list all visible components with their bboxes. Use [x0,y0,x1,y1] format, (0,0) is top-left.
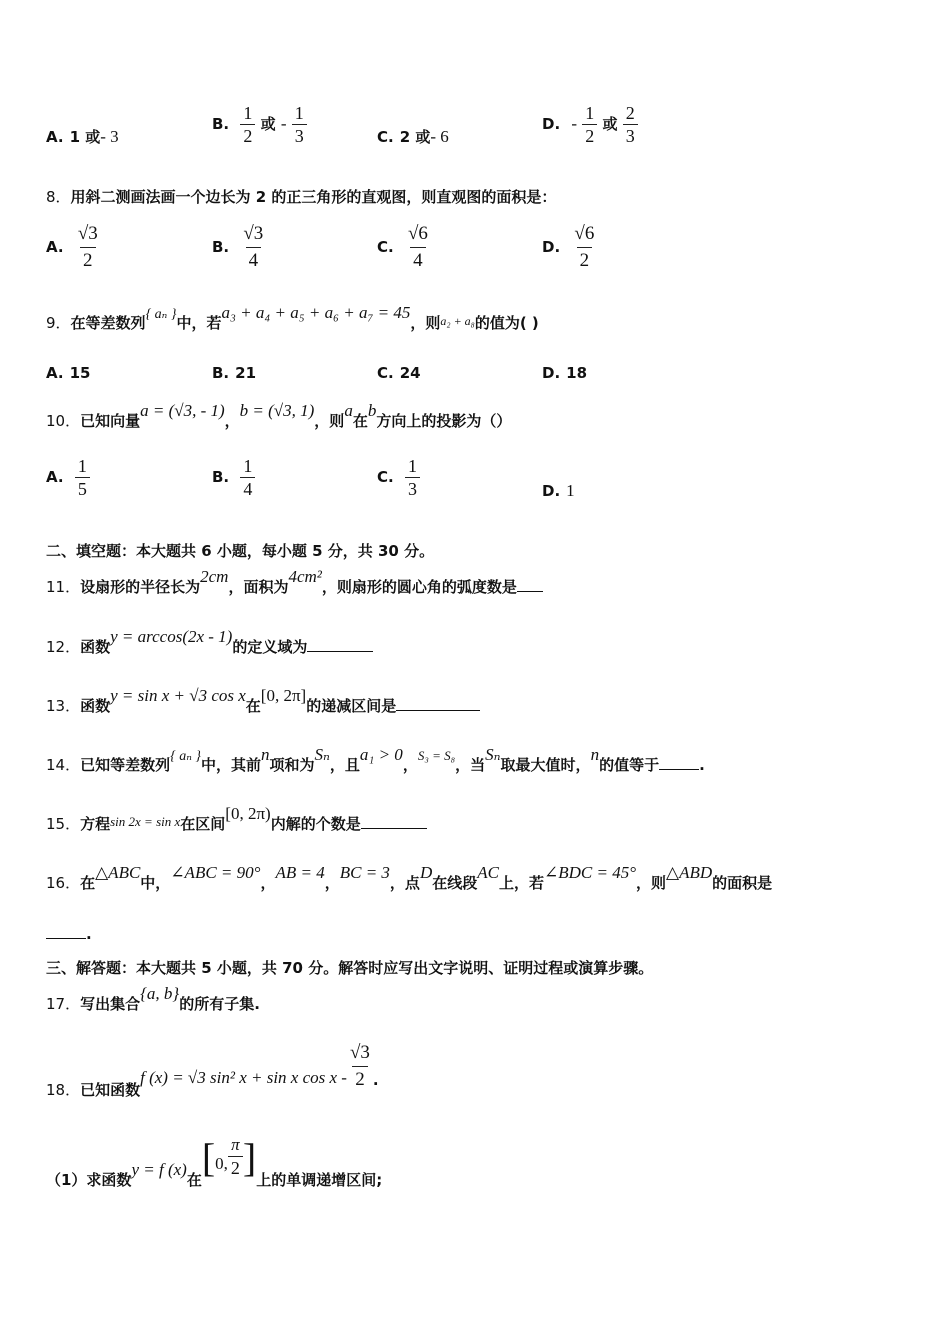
answer-blank[interactable] [396,696,480,711]
q9-option-b: B. 21 [212,364,257,382]
right-bracket: ] [242,1135,257,1180]
answer-blank[interactable] [307,637,373,652]
answer-blank[interactable] [659,755,699,770]
question-14: 14．已知等差数列{ aₙ }中，其前n项和为Sₙ，且a₁ > 0，S₃ = S₈，当Sₙ取最大值时，n的值等于 . [46,745,705,774]
section-2-heading: 二、填空题：本大题共 6 小题，每小题 5 分，共 30 分。 [46,542,435,560]
answer-blank[interactable] [361,814,427,829]
question-18: 18．已知函数f (x) = √3 sin² x + sin x cos x - $\frac{√3}{2}$ . [46,1042,379,1099]
q9-option-a: A. 15 [46,364,91,382]
fraction: $\frac{1}{2}$ [582,102,597,147]
q8-option-d: D. $\frac{√6}{2}$ [542,221,597,274]
q8-option-b: B. $\frac{√3}{4}$ [212,221,266,274]
q9-option-d: D. 18 [542,364,588,382]
fraction: $\frac{1}{5}$ [75,455,90,500]
fraction: $\frac{√3}{4}$ [240,221,266,274]
fraction: $\frac{√6}{4}$ [405,221,431,274]
fraction: $\frac{1}{2}$ [240,102,255,147]
fraction: $\frac{\pi}{2}$ [228,1134,243,1179]
left-bracket: [ [201,1135,216,1180]
question-17: 17．写出集合{a, b}的所有子集. [46,984,260,1013]
q9-option-c: C. 24 [377,364,421,382]
q7-option-c: C. 2 或- 6 [377,127,449,146]
q7-option-a: A. 1 或- 3 [46,127,119,146]
q8-option-c: C. $\frac{√6}{4}$ [377,221,431,274]
question-16-continued: . [46,924,92,943]
question-15: 15．方程sin 2x = sin x在区间[0, 2π)内解的个数是 [46,813,427,834]
fraction: $\frac{√6}{2}$ [571,221,597,274]
q10-option-d: D. 1 [542,481,575,500]
answer-blank[interactable] [517,577,543,592]
q8-option-a: A. $\frac{√3}{2}$ [46,221,101,274]
q7-option-d: D. - $\frac{1}{2}$ 或 $\frac{2}{3}$ [542,102,638,147]
fraction: $\frac{1}{3}$ [292,102,307,147]
question-12: 12．函数y = arccos(2x - 1)的定义域为 [46,636,373,657]
fraction: $\frac{√3}{2}$ [75,221,101,274]
question-10: 10．已知向量a = (√3, - 1)，b = (√3, 1)，则a在b方向上的投影为（） [46,401,512,430]
section-3-heading: 三、解答题：本大题共 5 小题，共 70 分。解答时应写出文字说明、证明过程或演算步骤。 [46,959,654,977]
q7-option-b: B. $\frac{1}{2}$ 或 - $\frac{1}{3}$ [212,102,307,147]
q10-option-b: B. $\frac{1}{4}$ [212,455,255,500]
question-18-part-1: （1）求函数y = f (x)在[0, $\frac{\pi}{2}$ ]上的单调递增区间; [46,1135,383,1189]
fraction: $\frac{2}{3}$ [623,102,638,147]
question-8: 8．用斜二测画法画一个边长为 2 的正三角形的直观图，则直观图的面积是： [46,188,557,206]
q10-option-c: C. $\frac{1}{3}$ [377,455,420,500]
fraction: $\frac{1}{4}$ [240,455,255,500]
question-11: 11．设扇形的半径长为2cm，面积为4cm²，则扇形的圆心角的弧度数是 [46,576,543,597]
fraction: $\frac{√3}{2}$ [347,1040,373,1093]
question-13: 13．函数y = sin x + √3 cos x在[0, 2π]的递减区间是 [46,695,480,716]
fraction: $\frac{1}{3}$ [405,455,420,500]
answer-blank[interactable] [46,924,86,939]
q10-option-a: A. $\frac{1}{5}$ [46,455,90,500]
question-9: 9．在等差数列{ aₙ }中，若a₃ + a₄ + a₅ + a₆ + a₇ = 45，则$^{a_2 + a_8}$的值为( ) [46,303,539,332]
question-16: 16．在△ABC中，∠ABC = 90°，AB = 4，BC = 3，点D在线段AC上，若∠BDC = 45°，则△ABD的面积是 [46,863,773,892]
